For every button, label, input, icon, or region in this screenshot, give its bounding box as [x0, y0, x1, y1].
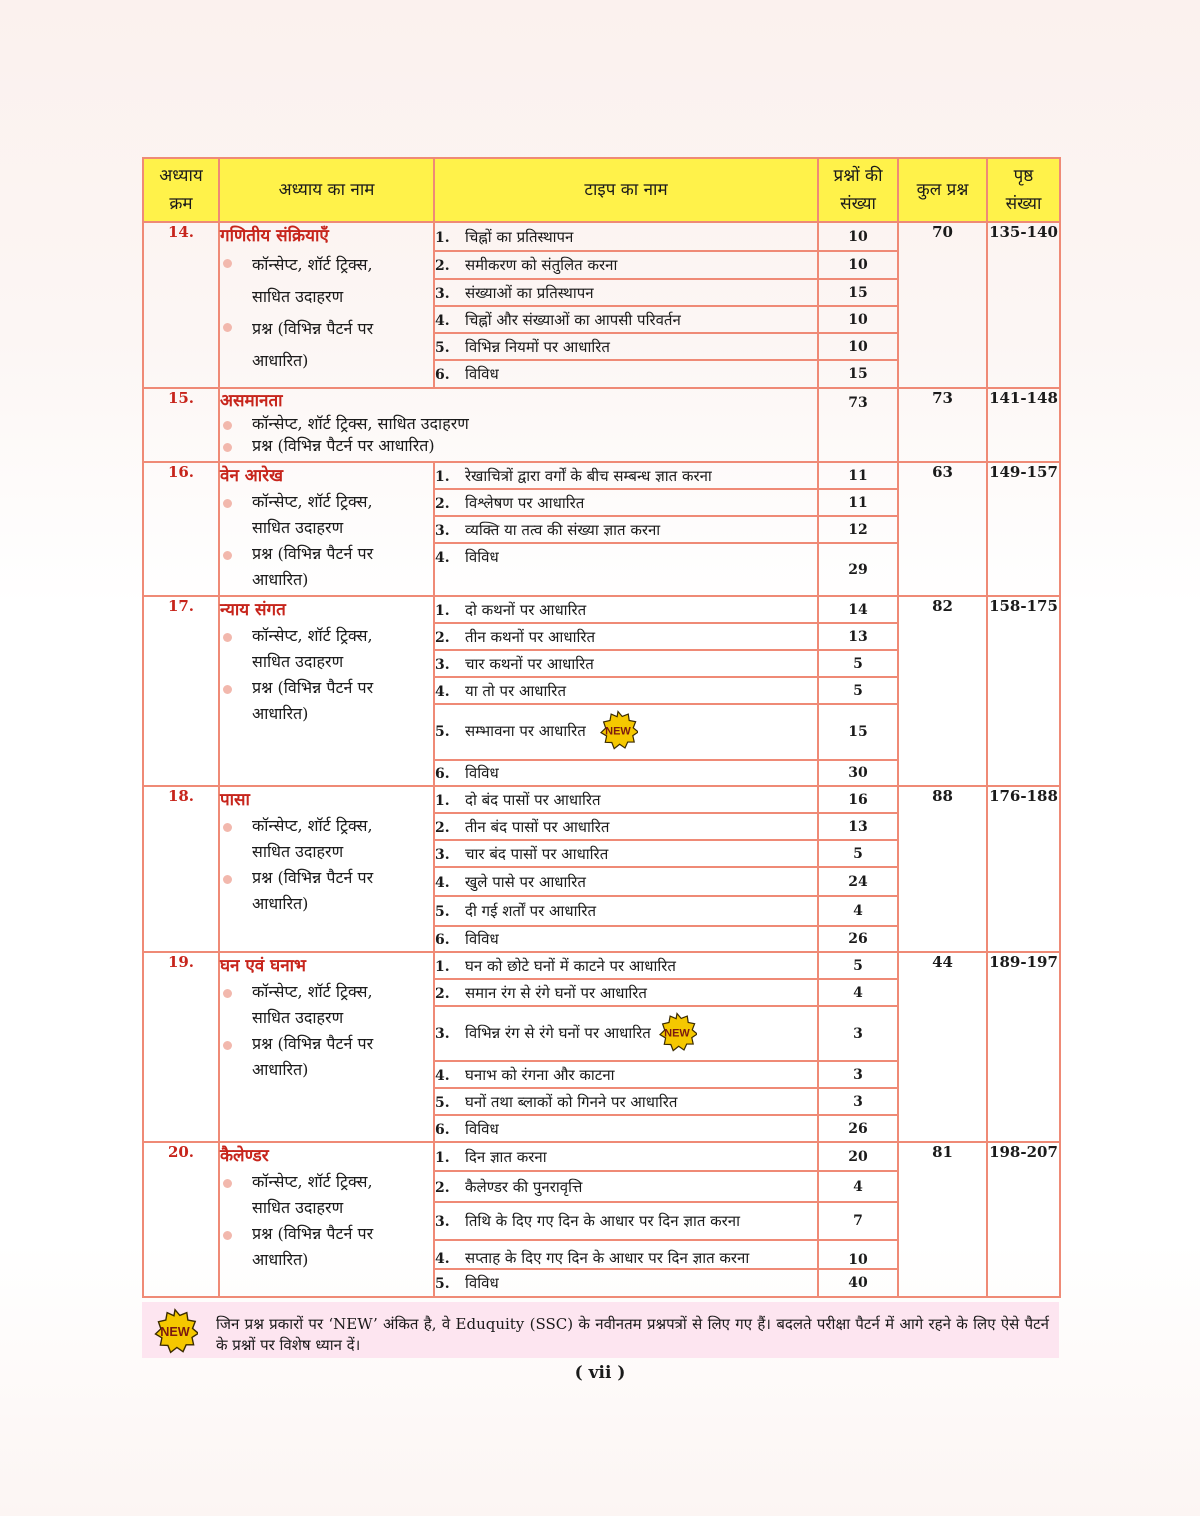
type-count: 5: [818, 677, 898, 704]
new-badge-icon: [657, 1012, 697, 1056]
total-questions: 44: [898, 952, 987, 1142]
type-count: 15: [818, 360, 898, 388]
chapter-cell: [219, 222, 434, 388]
type-item[interactable]: 1. दो कथनों पर आधारित: [434, 596, 818, 623]
new-pattern-note: [142, 1302, 1059, 1358]
type-item[interactable]: 1. दो बंद पासों पर आधारित: [434, 786, 818, 813]
bullet-questions: प्रश्न (विभिन्न पैटर्न पर आधारित): [220, 313, 433, 377]
chapter-number: 20.: [143, 1142, 219, 1297]
chapter-title[interactable]: घन एवं घनाभ: [220, 956, 307, 976]
col-header-chapter-name: अध्याय का नाम: [219, 158, 434, 222]
type-item[interactable]: 3. विभिन्न रंग से रंगे घनों पर आधारित NEW: [434, 1006, 818, 1061]
type-item[interactable]: 2. विश्लेषण पर आधारित: [434, 489, 818, 516]
table-row: [143, 1142, 1060, 1171]
type-item[interactable]: 3. चार कथनों पर आधारित: [434, 650, 818, 677]
type-item[interactable]: 6. विविध: [434, 1115, 818, 1142]
type-item[interactable]: 4. या तो पर आधारित: [434, 677, 818, 704]
page-range[interactable]: 141-148: [987, 388, 1060, 462]
new-badge-icon: [598, 710, 638, 754]
type-count: 30: [818, 760, 898, 786]
table-row: [143, 222, 1060, 251]
type-item[interactable]: 5. विविध: [434, 1269, 818, 1297]
bullet-questions: प्रश्न (विभिन्न पैटर्न पर आधारित): [220, 1221, 433, 1273]
chapter-title[interactable]: न्याय संगत: [220, 600, 286, 620]
chapter-number: 14.: [143, 222, 219, 388]
type-count: 5: [818, 952, 898, 979]
bullet-questions: प्रश्न (विभिन्न पैटर्न पर आधारित): [220, 675, 433, 727]
type-count: 11: [818, 462, 898, 489]
bullet-concepts: कॉन्सेप्ट, शॉर्ट ट्रिक्स, साधित उदाहरण: [220, 1169, 433, 1221]
total-questions: 70: [898, 222, 987, 388]
type-count: 4: [818, 979, 898, 1006]
type-item[interactable]: 3. तिथि के दिए गए दिन के आधार पर दिन ज्ञात करना: [434, 1202, 818, 1240]
type-item[interactable]: 3. व्यक्ति या तत्व की संख्या ज्ञात करना: [434, 516, 818, 543]
col-header-question-count: प्रश्नों की संख्या: [818, 158, 898, 222]
type-count: 16: [818, 786, 898, 813]
chapter-cell: [219, 596, 434, 786]
type-item[interactable]: 3. चार बंद पासों पर आधारित: [434, 840, 818, 867]
table-row: [143, 388, 1060, 462]
col-header-total-questions: कुल प्रश्न: [898, 158, 987, 222]
page-range[interactable]: 176-188: [987, 786, 1060, 952]
type-count: 20: [818, 1142, 898, 1171]
type-item[interactable]: 1. रेखाचित्रों द्वारा वर्गों के बीच सम्बन्ध ज्ञात करना: [434, 462, 818, 489]
type-count: 13: [818, 813, 898, 840]
type-item[interactable]: 5. सम्भावना पर आधारित NEW: [434, 704, 818, 760]
total-questions: 63: [898, 462, 987, 596]
type-item[interactable]: 1. चिह्नों का प्रतिस्थापन: [434, 222, 818, 251]
bullet-concepts: कॉन्सेप्ट, शॉर्ट ट्रिक्स, साधित उदाहरण: [220, 813, 433, 865]
type-item[interactable]: 1. घन को छोटे घनों में काटने पर आधारित: [434, 952, 818, 979]
new-badge-icon: [152, 1308, 198, 1360]
chapter-number: 18.: [143, 786, 219, 952]
col-header-type-name: टाइप का नाम: [434, 158, 818, 222]
type-count: 5: [818, 840, 898, 867]
type-item[interactable]: 5. दी गई शर्तों पर आधारित: [434, 896, 818, 926]
type-count: 14: [818, 596, 898, 623]
type-item[interactable]: 4. विविध: [434, 543, 818, 596]
type-item[interactable]: 5. विभिन्न नियमों पर आधारित: [434, 333, 818, 360]
total-questions: 88: [898, 786, 987, 952]
note-text: जिन प्रश्न प्रकारों पर ‘NEW’ अंकित है, वे Eduquity (SSC) के नवीनतम प्रश्नपत्रों से लिए गए हैं। बदलते परीक्षा पैटर्न में आगे रहने के लिए ऐसे पैटर्न के प्रश्नों पर विशेष ध्यान दें।: [216, 1315, 1049, 1354]
page-range[interactable]: 198-207: [987, 1142, 1060, 1297]
type-count: 3: [818, 1061, 898, 1088]
type-count: 10: [818, 1240, 898, 1269]
type-item[interactable]: 3. संख्याओं का प्रतिस्थापन: [434, 279, 818, 306]
chapter-cell: [219, 952, 434, 1142]
type-count: 10: [818, 306, 898, 333]
type-count: 4: [818, 896, 898, 926]
svg-text:NEW: NEW: [160, 1325, 190, 1340]
total-questions: 81: [898, 1142, 987, 1297]
type-item[interactable]: 6. विविध: [434, 760, 818, 786]
bullet-questions: प्रश्न (विभिन्न पैटर्न पर आधारित): [220, 865, 433, 917]
type-count: 24: [818, 867, 898, 896]
chapter-cell: [219, 786, 434, 952]
type-count: 3: [818, 1006, 898, 1061]
chapter-title[interactable]: कैलेण्डर: [220, 1146, 269, 1166]
type-count: 11: [818, 489, 898, 516]
chapter-cell: [219, 388, 818, 462]
contents-table: [142, 157, 1061, 1298]
type-item[interactable]: 6. विविध: [434, 926, 818, 952]
page-number: ( vii ): [574, 1363, 626, 1383]
type-count: 10: [818, 333, 898, 360]
type-item[interactable]: 4. सप्ताह के दिए गए दिन के आधार पर दिन ज्ञात करना: [434, 1240, 818, 1269]
type-item[interactable]: 1. दिन ज्ञात करना: [434, 1142, 818, 1171]
chapter-cell: [219, 1142, 434, 1297]
type-count: 73: [818, 388, 898, 462]
type-item[interactable]: 4. खुले पासे पर आधारित: [434, 867, 818, 896]
svg-text:NEW: NEW: [664, 1027, 690, 1039]
type-count: 15: [818, 279, 898, 306]
page-range[interactable]: 158-175: [987, 596, 1060, 786]
chapter-number: 15.: [143, 388, 219, 462]
table-row: [143, 462, 1060, 489]
chapter-cell: [219, 462, 434, 596]
chapter-title[interactable]: असमानता: [220, 391, 283, 411]
bullet-concepts: कॉन्सेप्ट, शॉर्ट ट्रिक्स, साधित उदाहरण: [220, 489, 433, 541]
type-count: 7: [818, 1202, 898, 1240]
bullet-questions: प्रश्न (विभिन्न पैटर्न पर आधारित): [220, 435, 817, 457]
type-item[interactable]: 4. घनाभ को रंगना और काटना: [434, 1061, 818, 1088]
type-item[interactable]: 2. कैलेण्डर की पुनरावृत्ति: [434, 1171, 818, 1202]
type-count: 26: [818, 926, 898, 952]
type-item[interactable]: 6. विविध: [434, 360, 818, 388]
svg-text:NEW: NEW: [604, 725, 631, 738]
table-row: [143, 786, 1060, 813]
chapter-number: 19.: [143, 952, 219, 1142]
table-row: [143, 952, 1060, 979]
type-item[interactable]: 2. समीकरण को संतुलित करना: [434, 251, 818, 279]
chapter-number: 17.: [143, 596, 219, 786]
chapter-title[interactable]: गणितीय संक्रियाएँ: [220, 226, 329, 246]
type-count: 10: [818, 251, 898, 279]
chapter-title[interactable]: वेन आरेख: [220, 466, 284, 486]
page-range[interactable]: 149-157: [987, 462, 1060, 596]
type-count: 12: [818, 516, 898, 543]
total-questions: 82: [898, 596, 987, 786]
type-count: 29: [818, 543, 898, 596]
table-row: [143, 596, 1060, 623]
total-questions: 73: [898, 388, 987, 462]
chapter-number: 16.: [143, 462, 219, 596]
type-count: 4: [818, 1171, 898, 1202]
type-count: 40: [818, 1269, 898, 1297]
col-header-chapter-no: अध्याय क्रम: [143, 158, 219, 222]
type-count: 10: [818, 222, 898, 251]
type-item[interactable]: 5. घनों तथा ब्लाकों को गिनने पर आधारित: [434, 1088, 818, 1115]
page-range[interactable]: 135-140: [987, 222, 1060, 388]
bullet-concepts: कॉन्सेप्ट, शॉर्ट ट्रिक्स, साधित उदाहरण: [220, 979, 433, 1031]
type-count: 5: [818, 650, 898, 677]
bullet-concepts: कॉन्सेप्ट, शॉर्ट ट्रिक्स, साधित उदाहरण: [220, 413, 817, 435]
type-item[interactable]: 2. तीन बंद पासों पर आधारित: [434, 813, 818, 840]
bullet-questions: प्रश्न (विभिन्न पैटर्न पर आधारित): [220, 541, 433, 593]
type-count: 26: [818, 1115, 898, 1142]
chapter-title[interactable]: पासा: [220, 790, 250, 810]
type-item[interactable]: 2. समान रंग से रंगे घनों पर आधारित: [434, 979, 818, 1006]
bullet-concepts: कॉन्सेप्ट, शॉर्ट ट्रिक्स, साधित उदाहरण: [220, 623, 433, 675]
type-count: 13: [818, 623, 898, 650]
type-item[interactable]: 2. तीन कथनों पर आधारित: [434, 623, 818, 650]
bullet-questions: प्रश्न (विभिन्न पैटर्न पर आधारित): [220, 1031, 433, 1083]
page-range[interactable]: 189-197: [987, 952, 1060, 1142]
table-header-row: [143, 158, 1060, 222]
type-count: 15: [818, 704, 898, 760]
bullet-concepts: कॉन्सेप्ट, शॉर्ट ट्रिक्स, साधित उदाहरण: [220, 249, 433, 313]
col-header-page-number: पृष्ठ संख्या: [987, 158, 1060, 222]
type-item[interactable]: 4. चिह्नों और संख्याओं का आपसी परिवर्तन: [434, 306, 818, 333]
type-count: 3: [818, 1088, 898, 1115]
